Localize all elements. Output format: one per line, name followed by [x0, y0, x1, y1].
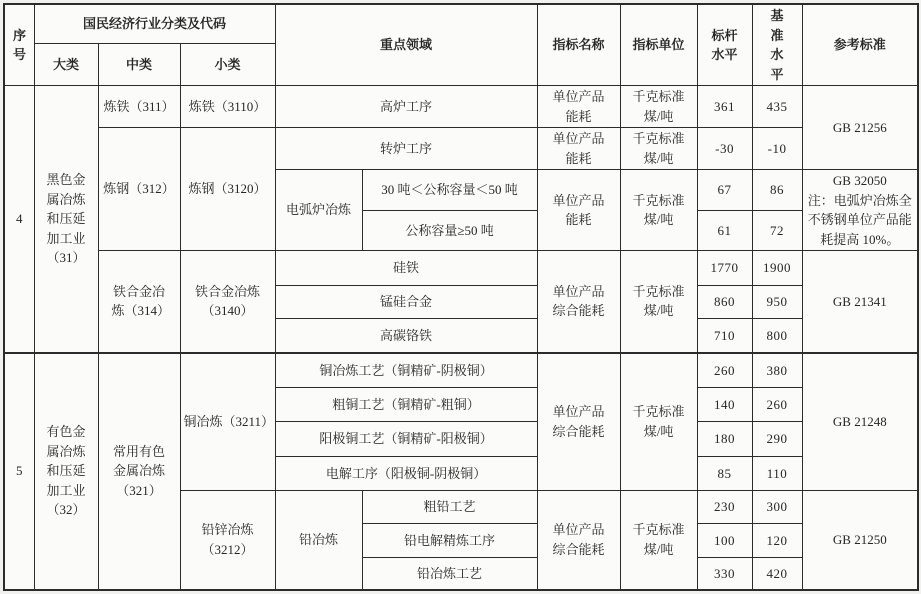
- cell-major-class: 有色金属冶炼和压延加工业（32）: [34, 353, 98, 590]
- cell-benchmark-value: 100: [697, 524, 752, 558]
- cell-baseline-value: 72: [752, 210, 802, 251]
- cell-baseline-value: 260: [752, 388, 802, 422]
- cell-key-area: 铜冶炼工艺（铜精矿-阴极铜）: [275, 353, 537, 388]
- cell-middle-class: 铁合金冶炼（314）: [98, 251, 180, 353]
- cell-benchmark-value: -30: [697, 128, 752, 170]
- cell-key-area: 粗铅工艺: [362, 491, 537, 524]
- table-row: [4, 128, 918, 170]
- cell-indicator-unit: 千克标准煤/吨: [620, 251, 697, 353]
- cell-key-area: 高碳铬铁: [275, 319, 537, 353]
- header-middle-class: 中类: [98, 44, 180, 86]
- cell-baseline-value: 420: [752, 558, 802, 590]
- cell-benchmark-value: 710: [697, 319, 752, 353]
- cell-key-area: 硅铁: [275, 251, 537, 286]
- table-row: [4, 353, 918, 388]
- header-reference-standard: 参考标准: [802, 4, 918, 86]
- cell-indicator-unit: 千克标准煤/吨: [620, 86, 697, 128]
- cell-key-area: 阳极铜工艺（铜精矿-阳极铜）: [275, 422, 537, 457]
- cell-key-area: 铅冶炼工艺: [362, 558, 537, 590]
- cell-benchmark-value: 230: [697, 491, 752, 524]
- cell-benchmark-value: 61: [697, 210, 752, 251]
- cell-indicator-name: 单位产品综合能耗: [537, 353, 620, 491]
- cell-baseline-value: 110: [752, 457, 802, 491]
- cell-baseline-value: -10: [752, 128, 802, 170]
- cell-middle-class: 炼钢（312）: [98, 128, 180, 251]
- cell-reference-standard: GB 21248: [802, 353, 918, 491]
- cell-baseline-value: 290: [752, 422, 802, 457]
- cell-key-area: 高炉工序: [275, 86, 537, 128]
- cell-minor-class: 炼钢（3120）: [180, 128, 275, 251]
- header-key-area: 重点领域: [275, 4, 537, 86]
- cell-indicator-name: 单位产品综合能耗: [537, 491, 620, 590]
- cell-key-area-group: 铅冶炼: [275, 491, 362, 590]
- cell-benchmark-value: 260: [697, 353, 752, 388]
- cell-reference-standard: GB 21341: [802, 251, 918, 353]
- cell-baseline-value: 800: [752, 319, 802, 353]
- header-benchmark-level: 标杆水平: [697, 4, 752, 86]
- table-row: [4, 86, 918, 128]
- cell-indicator-unit: 千克标准煤/吨: [620, 353, 697, 491]
- cell-middle-class: 常用有色金属冶炼（321）: [98, 353, 180, 590]
- cell-middle-class: 炼铁（311）: [98, 86, 180, 128]
- header-indicator-unit: 指标单位: [620, 4, 697, 86]
- cell-baseline-value: 86: [752, 170, 802, 211]
- cell-benchmark-value: 330: [697, 558, 752, 590]
- cell-benchmark-value: 361: [697, 86, 752, 128]
- cell-baseline-value: 435: [752, 86, 802, 128]
- header-minor-class: 小类: [180, 44, 275, 86]
- cell-minor-class: 铅锌冶炼（3212）: [180, 491, 275, 590]
- cell-reference-standard: GB 21250: [802, 491, 918, 590]
- cell-indicator-unit: 千克标准煤/吨: [620, 170, 697, 251]
- cell-minor-class: 铁合金冶炼（3140）: [180, 251, 275, 353]
- cell-benchmark-value: 67: [697, 170, 752, 211]
- cell-indicator-name: 单位产品综合能耗: [537, 251, 620, 353]
- header-seq: 序号: [4, 4, 34, 86]
- energy-efficiency-benchmark-table: [3, 3, 919, 591]
- cell-indicator-name: 单位产品能耗: [537, 86, 620, 128]
- header-indicator-name: 指标名称: [537, 4, 620, 86]
- cell-key-area: 转炉工序: [275, 128, 537, 170]
- cell-key-area: 粗铜工艺（铜精矿-粗铜）: [275, 388, 537, 422]
- cell-key-area: 锰硅合金: [275, 286, 537, 319]
- header-industry-class: 国民经济行业分类及代码: [34, 4, 275, 44]
- cell-reference-standard: [802, 170, 918, 251]
- cell-major-class: 黑色金属冶炼和压延加工业（31）: [34, 86, 98, 353]
- cell-baseline-value: 1900: [752, 251, 802, 286]
- cell-key-area: 电解工序（阳极铜-阴极铜）: [275, 457, 537, 491]
- cell-baseline-value: 380: [752, 353, 802, 388]
- cell-minor-class: 炼铁（3110）: [180, 86, 275, 128]
- header-major-class: 大类: [34, 44, 98, 86]
- header-baseline-level: 基准水平: [752, 4, 802, 86]
- cell-seq: 4: [4, 86, 34, 353]
- cell-key-area: 公称容量≥50 吨: [362, 210, 537, 251]
- cell-benchmark-value: 140: [697, 388, 752, 422]
- cell-benchmark-value: 860: [697, 286, 752, 319]
- cell-indicator-unit: 千克标准煤/吨: [620, 128, 697, 170]
- cell-seq: 5: [4, 353, 34, 590]
- table-row: [4, 251, 918, 286]
- cell-reference-standard: GB 21256: [802, 86, 918, 170]
- reference-standard-code: GB 32050: [832, 173, 887, 188]
- cell-minor-class: 铜冶炼（3211）: [180, 353, 275, 491]
- header-row-1: [4, 4, 918, 44]
- cell-key-area: 铅电解精炼工序: [362, 524, 537, 558]
- cell-indicator-name: 单位产品能耗: [537, 170, 620, 251]
- cell-benchmark-value: 180: [697, 422, 752, 457]
- cell-indicator-name: 单位产品能耗: [537, 128, 620, 170]
- cell-baseline-value: 120: [752, 524, 802, 558]
- cell-benchmark-value: 85: [697, 457, 752, 491]
- cell-baseline-value: 300: [752, 491, 802, 524]
- cell-baseline-value: 950: [752, 286, 802, 319]
- cell-key-area: 30 吨＜公称容量＜50 吨: [362, 170, 537, 211]
- cell-benchmark-value: 1770: [697, 251, 752, 286]
- reference-standard-note: 注：电弧炉冶炼全不锈钢单位产品能耗提高 10%。: [807, 192, 912, 247]
- cell-indicator-unit: 千克标准煤/吨: [620, 491, 697, 590]
- cell-key-area-group: 电弧炉冶炼: [275, 170, 362, 251]
